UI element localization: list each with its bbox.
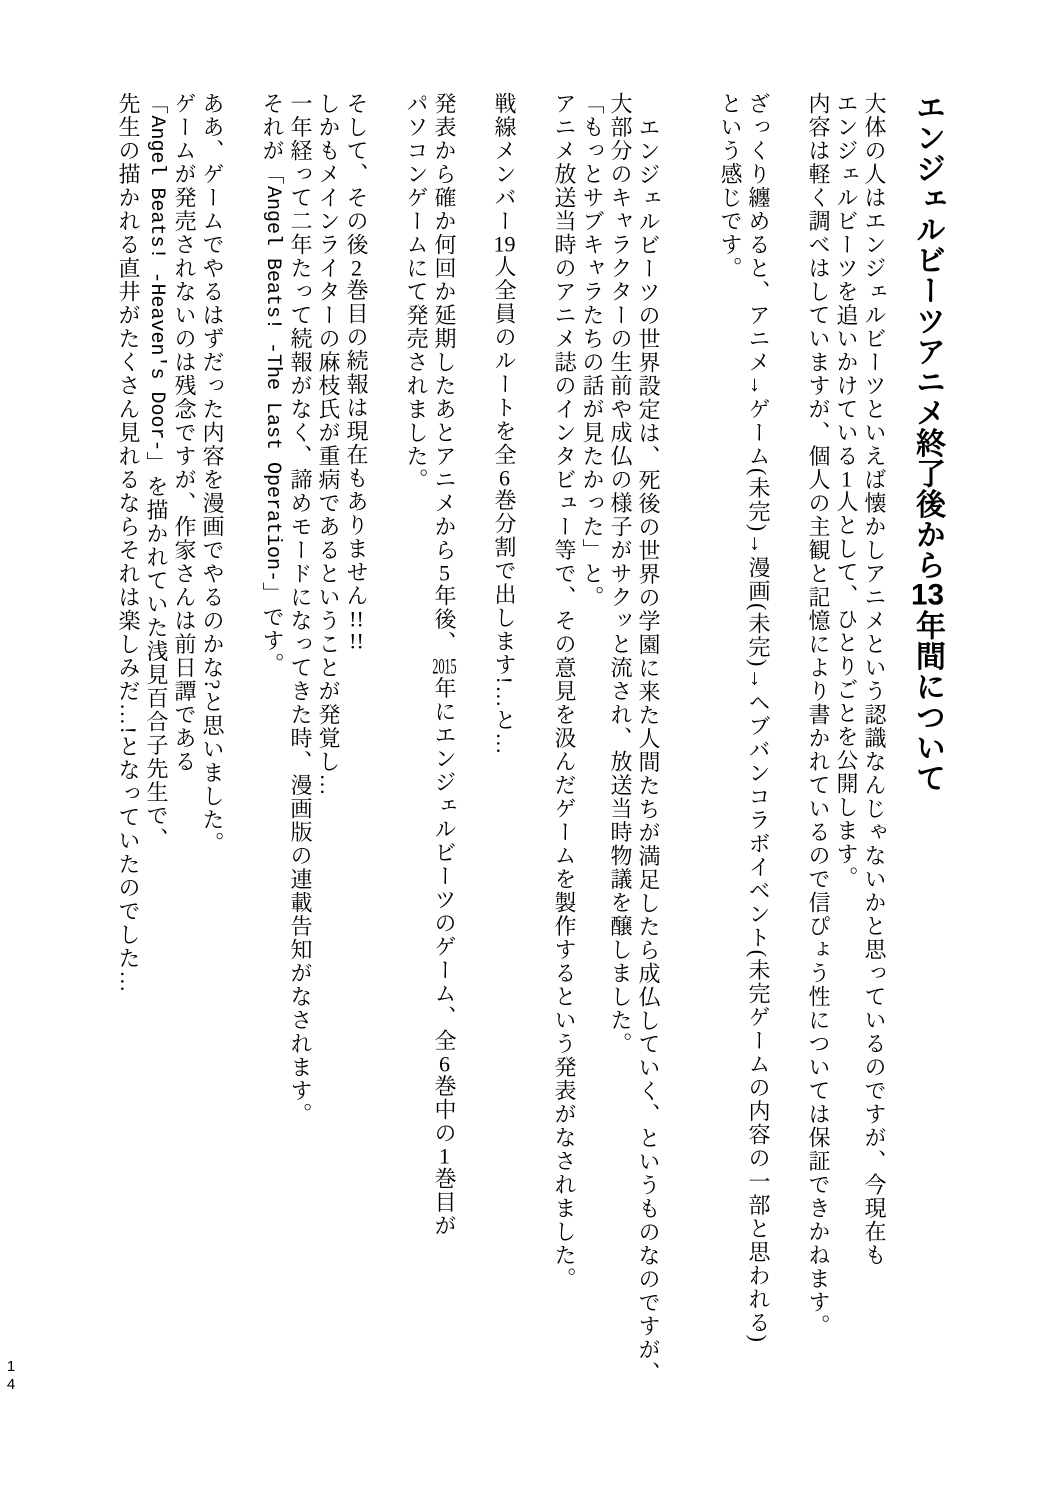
- text-line: エンジェルビーツの世界設定は、死後の世界の学園に来た人間たちが満足したら成仏していく、というものなのですが、: [636, 116, 661, 1385]
- text-line: ゲームが発売されないのは残念ですが、作家さんは前日譚である: [172, 92, 197, 774]
- tatechuyoko-number: 5: [439, 562, 450, 584]
- text-line: それが「Angel Beats! -The Last Operation-」です。: [260, 92, 285, 677]
- text-line: 先生の描かれる直井がたくさん見れるならそれは楽しみだ…!となっていたのでした…: [116, 92, 141, 994]
- paragraph: [402, 92, 458, 1464]
- tatechuyoko-number: 6: [499, 466, 510, 489]
- latin-text: Angel Beats! -The Last Operation-: [261, 186, 284, 583]
- page-title: エンジェルビーツアニメ終了後から13年間について: [911, 92, 944, 793]
- paragraph: [550, 92, 662, 1464]
- tatechuyoko-number: 1: [439, 1145, 450, 1167]
- article-body: [114, 92, 950, 1464]
- tatechuyoko-number: !!: [349, 607, 364, 630]
- text-line: 内容は軽く調べはしていますが、個人の主観と記憶により書かれているので信ぴょう性については保証できかねます。: [806, 92, 831, 1338]
- tatechuyoko-number: 2015: [432, 654, 457, 677]
- text-line: アニメ放送当時のアニメ誌のインタビュー等で、その意見を汲んだゲームを製作するという発表がなされました。: [552, 92, 577, 1291]
- tatechuyoko-number: 1: [841, 468, 852, 490]
- tatechuyoko-number: 6: [439, 1052, 450, 1075]
- text-line: そして、その後2巻目の続報は現在もありません!!!!: [344, 92, 369, 652]
- latin-text: Angel Beats! -Heaven's Door-: [145, 115, 168, 452]
- text-line: ざっくり纏めると、アニメ→ゲーム(未完)→漫画(未完)→ヘブバンコラボイベント(未完ゲームの内容の一部と思われる): [746, 92, 771, 1344]
- text-line: エンジェルビーツを追いかけている1人として、ひとりごとを公開します。: [834, 92, 859, 890]
- text-line: 発表から確か何回か延期したあとアニメから5年後、2015年にエンジェルビーツのゲーム、全6巻中の1巻目が: [432, 92, 457, 1238]
- text-line: 一年経って二年たって続報がなく、諦めモードになってきた時、漫画版の連載告知がなされます。: [288, 92, 313, 1126]
- tatechuyoko-number: !!: [349, 629, 364, 652]
- text-line: 「もっとサブキャラたちの話が見たかった」と。: [580, 92, 605, 609]
- paragraph: [804, 92, 888, 1464]
- paragraph: [114, 92, 226, 1464]
- text-line: という感じです。: [718, 92, 743, 280]
- tatechuyoko-number: 2: [351, 256, 362, 279]
- paragraph: [490, 92, 518, 1464]
- paragraph: [716, 92, 772, 1464]
- text-line: 戦線メンバー19人全員のルートを全6巻分割で出します!…と…: [492, 92, 517, 756]
- text-line: 大部分のキャラクターの生前や成仏の様子がサクッと流され、放送当時物議を醸しました。: [608, 92, 633, 1056]
- text-line: パソコンゲームにて発売されました。: [404, 92, 429, 492]
- text-line: ああ、ゲームでやるはずだった内容を漫画でやるのかな?と思いました。: [200, 92, 225, 856]
- text-line: 大体の人はエンジェルビーツといえば懐かしアニメという認識なんじゃないかと思っているのですが、今現在も: [862, 92, 887, 1267]
- paragraph: [258, 92, 370, 1464]
- tatechuyoko-number: 19: [493, 233, 516, 255]
- tatechuyoko-number: 13: [911, 580, 944, 610]
- page-number: 14: [2, 1358, 20, 1394]
- text-line: 「Angel Beats! -Heaven's Door-」を描かれていた浅見百合子先生で、: [144, 92, 169, 852]
- text-line: しかもメインライターの麻枝氏が重病であるということが発覚し…: [316, 92, 341, 797]
